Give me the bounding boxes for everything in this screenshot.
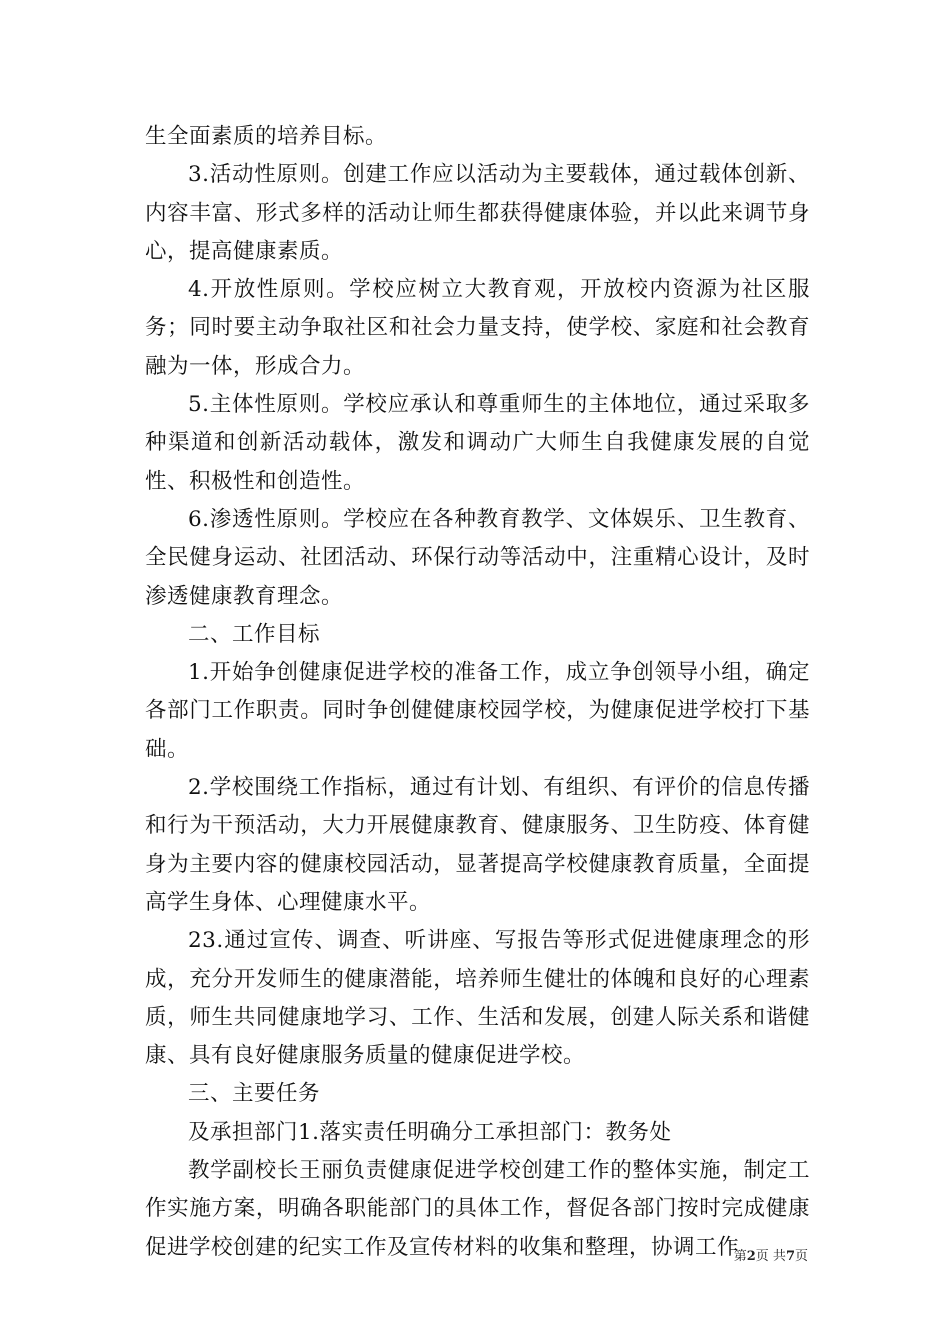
paragraph-5: 6.渗透性原则。学校应在各种教育教学、文体娱乐、卫生教育、全民健身运动、社团活动、环保行动等活动中，注重精心设计，及时渗透健康教育理念。 [145,506,810,609]
total-page-number: 7 [785,1249,795,1264]
paragraph-9: 23.通过宣传、调查、听讲座、写报告等形式促进健康理念的形成，充分开发师生的健康潜能，培养师生健壮的体魄和良好的心理素质，师生共同健康地学习、工作、生活和发展，创建人际关系和谐健康、具有良好健康服务质量的健康促进学校。 [145,928,810,1069]
current-page-number: 2 [746,1249,756,1264]
section-heading-work-goals: 二、工作目标 [188,621,321,647]
page-footer [734,1245,808,1264]
paragraph-3: 4.开放性原则。学校应树立大教育观，开放校内资源为社区服务；同时要主动争取社区和社会力量支持，使学校、家庭和社会教育融为一体，形成合力。 [145,277,810,379]
footer-middle: 页 共 [755,1249,786,1264]
paragraph-11: 及承担部门1.落实责任明确分工承担部门：教务处 [188,1119,672,1145]
paragraph-4: 5.主体性原则。学校应承认和尊重师生的主体地位，通过采取多种渠道和创新活动载体，激发和调动广大师生自我健康发展的自觉性、积极性和创造性。 [145,392,810,494]
paragraph-12: 教学副校长王丽负责健康促进学校创建工作的整体实施，制定工作实施方案，明确各职能部门的具体工作，督促各部门按时完成健康促进学校创建的纪实工作及宣传材料的收集和整理，协调工作 [145,1158,810,1260]
section-heading-main-tasks: 三、主要任务 [188,1081,321,1107]
paragraph-1: 生全面素质的培养目标。 [145,124,388,149]
paragraph-2: 3.活动性原则。创建工作应以活动为主要载体，通过载体创新、内容丰富、形式多样的活动让师生都获得健康体验，并以此来调节身心，提高健康素质。 [145,162,810,264]
paragraph-8: 2.学校围绕工作指标，通过有计划、有组织、有评价的信息传播和行为干预活动，大力开展健康教育、健康服务、卫生防疫、体育健身为主要内容的健康校园活动，显著提高学校健康教育质量，全面提高学生身体、心理健康水平。 [145,775,810,915]
footer-suffix: 页 [794,1249,808,1264]
page-body [145,118,810,1267]
paragraph-7: 1.开始争创健康促进学校的准备工作，成立争创领导小组，确定各部门工作职责。同时争创健健康校园学校，为健康促进学校打下基础。 [145,660,810,762]
footer-prefix: 第 [733,1249,747,1264]
